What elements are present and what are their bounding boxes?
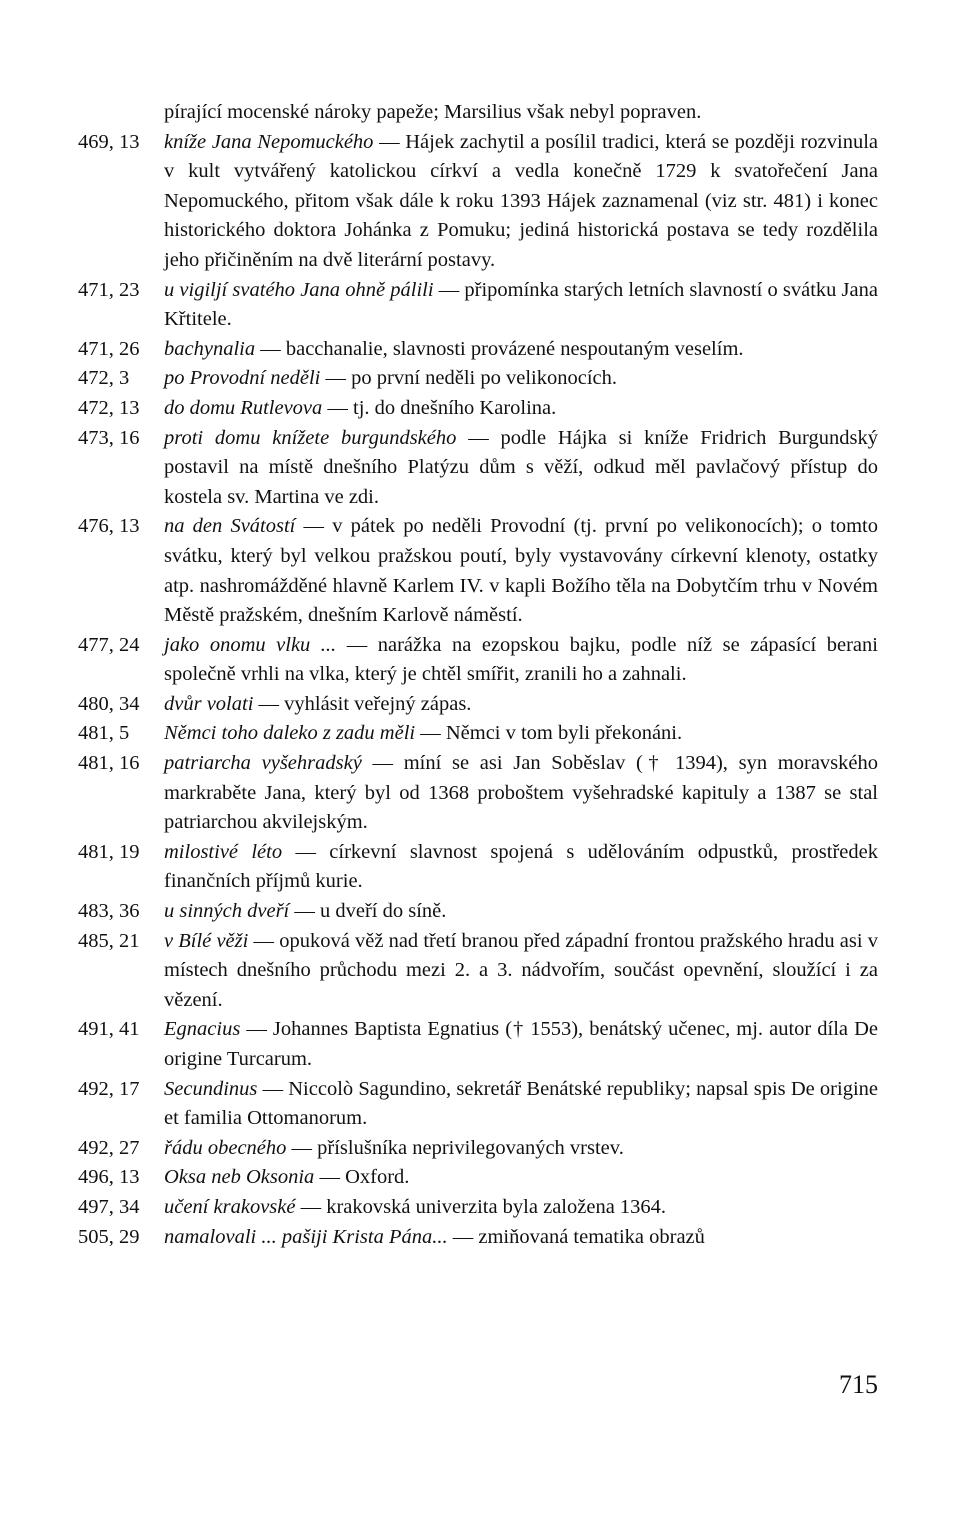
note-reference: 497, 34 xyxy=(78,1195,140,1218)
note-item xyxy=(78,394,878,424)
note-body xyxy=(164,1163,878,1193)
note-reference: 476, 13 xyxy=(78,515,140,538)
note-text: — vyhlásit veřejný zápas. xyxy=(253,692,472,715)
note-reference: 505, 29 xyxy=(78,1225,140,1248)
note-lemma: bachynalia xyxy=(164,337,256,360)
note-lemma: učení krakovské xyxy=(164,1195,296,1218)
note-text: — příslušníka neprivilegovaných vrstev. xyxy=(286,1136,624,1159)
note-item xyxy=(78,335,878,365)
note-continuation: pírající mocenské nároky papeže; Marsilius však nebyl popraven. xyxy=(164,101,702,123)
note-lemma: kníže Jana Nepomuckého xyxy=(164,130,374,153)
note-item xyxy=(78,631,878,690)
note-text: — po první neděli po velikonocích. xyxy=(320,367,617,390)
note-item xyxy=(78,1163,878,1193)
note-body xyxy=(164,364,878,394)
note-reference: 483, 36 xyxy=(78,900,140,923)
note-text: — Niccolò Sagundino, sekretář Benátské republiky; napsal spis De origine et familia Ottomanorum. xyxy=(164,1077,878,1130)
note-item xyxy=(78,690,878,720)
note-text: — Johannes Baptista Egnatius († 1553), benátský učenec, mj. autor díla De origine Turcarum. xyxy=(164,1018,878,1070)
note-text: — Němci v tom byli překonáni. xyxy=(415,722,683,745)
note-body xyxy=(164,1015,878,1074)
note-body xyxy=(164,1223,878,1253)
note-item xyxy=(78,1075,878,1134)
page-number: 715 xyxy=(839,1370,878,1399)
note-reference: 471, 26 xyxy=(78,337,140,360)
note-lemma: milostivé léto xyxy=(164,840,283,863)
note-reference: 481, 19 xyxy=(78,840,140,863)
note-body xyxy=(164,1075,878,1134)
note-body xyxy=(164,424,878,513)
note-text: — u dveří do síně. xyxy=(289,900,447,923)
note-lemma: do domu Rutlevova xyxy=(164,396,323,419)
note-reference: 491, 41 xyxy=(78,1018,140,1041)
note-text: — Oxford. xyxy=(314,1166,410,1189)
note-item xyxy=(78,1134,878,1164)
note-reference: 473, 16 xyxy=(78,426,140,449)
note-text: — krakovská univerzita byla založena 1364. xyxy=(295,1195,667,1218)
note-body xyxy=(164,838,878,897)
note-body xyxy=(164,394,878,424)
note-text: — tj. do dnešního Karolina. xyxy=(322,396,557,419)
note-item xyxy=(78,512,878,630)
note-text: — narážka na ezopskou bajku, podle níž se zápasící berani společně vrhli na vlka, který je chtěl smířit, zranili ho a zahnali. xyxy=(164,633,878,686)
note-item xyxy=(78,1223,878,1253)
note-body xyxy=(164,512,878,630)
note-lemma: dvůr volati xyxy=(164,692,254,715)
note-body xyxy=(164,749,878,838)
note-text: — míní se asi Jan Soběslav († 1394), syn moravského markraběte Jana, který byl od 1368 proboštem vyšehradské kapituly a 1387 se stal patriarchou akvilejským. xyxy=(164,752,878,834)
note-body xyxy=(164,1134,878,1164)
note-item xyxy=(78,424,878,513)
note-lemma: u sinných dveří xyxy=(164,900,290,923)
note-body xyxy=(164,631,878,690)
note-reference: 471, 23 xyxy=(78,278,140,301)
note-item xyxy=(78,276,878,335)
note-lemma: namalovali ... pašiji Krista Pána... xyxy=(164,1225,448,1248)
note-lemma: Oksa neb Oksonia xyxy=(164,1166,315,1189)
note-item xyxy=(78,838,878,897)
note-text: — církevní slavnost spojená s udělováním odpustků, prostředek finančních příjmů kurie. xyxy=(164,840,878,893)
note-reference: 496, 13 xyxy=(78,1166,140,1189)
note-text: — zmiňovaná tematika obrazů xyxy=(447,1225,705,1248)
note-reference: 472, 3 xyxy=(78,367,130,390)
note-body xyxy=(164,1193,878,1223)
note-item xyxy=(78,719,878,749)
note-lemma: u vigiljí svatého Jana ohně pálili xyxy=(164,278,434,301)
note-text: — připomínka starých letních slavností o svátku Jana Křtitele. xyxy=(164,278,878,331)
note-reference: 469, 13 xyxy=(78,130,140,153)
note-text: — Hájek zachytil a posílil tradici, která se později rozvinula v kult vytvářený katolickou církví a vedla konečně 1729 k svatořečení Jana Nepomuckého, přitom však dále k roku 1393 Hájek zaznamenal (viz str. 481) i konec historického doktora Johánka z Pomuku; jediná historická postava se tedy rozdělila jeho přičiněním na dvě literární postavy. xyxy=(164,130,879,271)
note-body xyxy=(164,927,878,1016)
note-body xyxy=(164,897,878,927)
note-item xyxy=(78,1015,878,1074)
note-body xyxy=(164,335,878,365)
note-reference: 477, 24 xyxy=(78,633,140,656)
note-reference: 480, 34 xyxy=(78,692,140,715)
note-reference: 481, 5 xyxy=(78,722,130,745)
note-text: — v pátek po neděli Provodní (tj. první po velikonocích); o tomto svátku, který byl velkou pražskou poutí, byly vystavovány církevní klenoty, ostatky atp. nashromážděné hlavně Karlem IV. v kapli Božího těla na Dobytčím trhu v Novém Městě pražském, dnešním Karlově náměstí. xyxy=(164,515,879,627)
note-item xyxy=(78,897,878,927)
note-lemma: Secundinus xyxy=(164,1077,258,1100)
note-lemma: Němci toho daleko z zadu měli xyxy=(164,722,416,745)
note-lemma: v Bílé věži xyxy=(164,929,249,952)
note-body xyxy=(164,690,878,720)
note-item xyxy=(78,749,878,838)
note-body xyxy=(164,128,878,276)
note-item xyxy=(78,1193,878,1223)
note-reference: 485, 21 xyxy=(78,929,140,952)
note-lemma: proti domu knížete burgundského xyxy=(164,426,457,449)
note-item xyxy=(78,927,878,1016)
note-lemma: po Provodní neděli xyxy=(164,367,321,390)
note-body xyxy=(164,276,878,335)
note-lemma: jako onomu vlku ... xyxy=(164,633,337,656)
note-reference: 492, 17 xyxy=(78,1077,140,1100)
note-reference: 472, 13 xyxy=(78,396,140,419)
note-text: — bacchanalie, slavnosti provázené nespoutaným veselím. xyxy=(255,337,744,360)
note-text: — podle Hájka si kníže Fridrich Burgundský postavil na místě dnešního Platýzu dům s věží, odkud měl pavlačový přístup do kostela sv. Martina ve zdi. xyxy=(164,426,878,508)
note-reference: 481, 16 xyxy=(78,752,140,775)
note-lemma: Egnacius xyxy=(164,1018,241,1041)
note-item xyxy=(78,128,878,276)
note-lemma: řádu obecného xyxy=(164,1136,287,1159)
note-lemma: patriarcha vyšehradský xyxy=(164,752,362,775)
notes-page xyxy=(78,98,878,1252)
note-lemma: na den Svátostí xyxy=(164,515,296,538)
note-item xyxy=(78,364,878,394)
note-reference: 492, 27 xyxy=(78,1136,140,1159)
note-body xyxy=(164,719,878,749)
note-text: — opuková věž nad třetí branou před západní frontou pražského hradu asi v místech dnešního průchodu mezi 2. a 3. nádvořím, součást opevnění, sloužící i za vězení. xyxy=(164,929,879,1011)
